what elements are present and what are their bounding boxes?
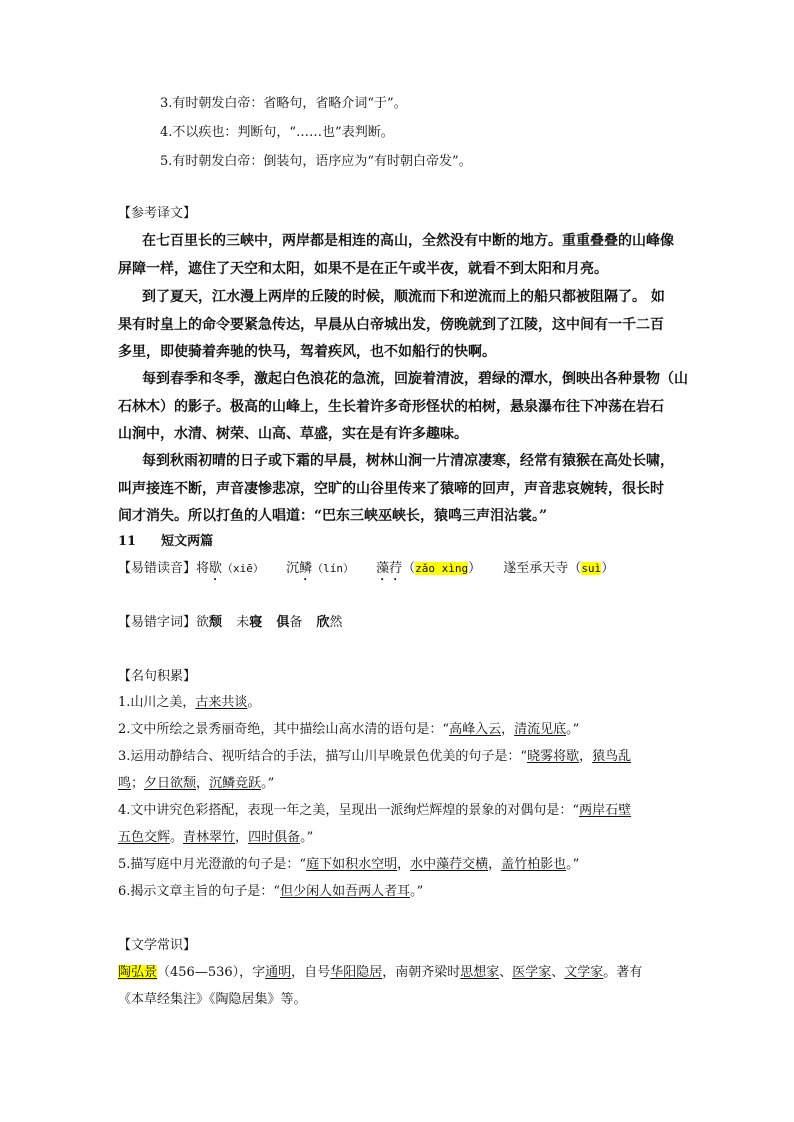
words-label: 【易错字词】 [118, 615, 197, 630]
quote-5: 5.描写庭中月光澄澈的句子是：“庭下如积水空明，水中藻荇交横，盖竹柏影也。” [118, 857, 580, 872]
pron-char: 歇 [209, 561, 223, 576]
note-5: 5.有时朝发白帝：倒装句，语序应为“有时朝白帝发”。 [160, 154, 472, 169]
quote-1: 1.山川之美，古来共谈。 [118, 695, 261, 710]
translation-line: 到了夏天，江水漫上两岸的丘陵的时候，顺流而下和逆流而上的船只都被阻隔了。 如 [142, 289, 665, 305]
translation-line: 间才消失。所以打鱼的人唱道：“巴东三峡巫峡长，猿鸣三声泪沾裳。” [118, 508, 548, 524]
quote-4-cont: 五色交辉。青林翠竹，四时俱备。” [118, 830, 314, 845]
translation-heading: 【参考译文】 [118, 206, 197, 221]
literature-heading: 【文学常识】 [118, 938, 197, 953]
note-4: 4.不以疾也：判断句，“……也”表判断。 [160, 125, 394, 140]
translation-line: 山涧中，水清、树荣、山高、草盛，实在是有许多趣味。 [118, 426, 468, 442]
quote-4: 4.文中讲究色彩搭配，表现一年之美，呈现出一派绚烂辉煌的景象的对偶句是：“两岸石壁 [118, 803, 632, 818]
highlighted-pinyin: zǎo xìng [415, 562, 469, 575]
translation-line: 多里，即使骑着奔驰的快马，驾着疾风，也不如船行的快啊。 [118, 344, 496, 360]
translation-line: 屏障一样，遮住了天空和太阳，如果不是在正午或半夜，就看不到太阳和月亮。 [118, 261, 608, 277]
pron-char: 荇 [389, 561, 403, 576]
pronunciation-row: 【易错读音】将歇（xiē） 沉鳞（lín） 藻荇（zǎo xìng） 遂至承天寺（suì） [118, 561, 615, 576]
translation-line: 果有时皇上的命令要紧急传达，早晨从白帝城出发，傍晚就到了江陵，这中间有一千二百 [118, 317, 664, 333]
famous-heading: 【名句积累】 [118, 669, 197, 684]
pronunciation-label: 【易错读音】 [118, 561, 197, 576]
translation-line: 每到秋雨初晴的日子或下霜的早晨，树林山涧一片清凉凄寒，经常有猿猴在高处长啸， [142, 453, 674, 469]
pron-char: 藻 [376, 561, 390, 576]
words-row: 【易错字词】欲颓 未寝 俱备 欣然 [118, 615, 343, 630]
quote-3-cont: 鸣；夕日欲颓，沉鳞竞跃。” [118, 776, 275, 791]
section-title [118, 533, 213, 551]
literature-line-1: 陶弘景（456—536），字通明，自号华阳隐居，南朝齐梁时思想家、医学家、文学家。著有 [118, 965, 643, 980]
translation-line: 石林木）的影子。极高的山峰上，生长着许多奇形怪状的柏树，悬泉瀑布往下冲荡在岩石 [118, 399, 664, 415]
pron-char: 鳞 [299, 561, 313, 576]
translation-line: 在七百里长的三峡中，两岸都是相连的高山，全然没有中断的地方。重重叠叠的山峰像 [142, 233, 674, 249]
quote-2: 2.文中所绘之景秀丽奇绝，其中描绘山高水清的语句是：“高峰入云，清流见底。” [118, 722, 580, 737]
quote-3: 3.运用动静结合、视听结合的手法，描写山川早晚景色优美的句子是：“晓雾将歇，猿鸟乱 [118, 749, 632, 764]
author-name: 陶弘景 [118, 965, 158, 980]
translation-line: 每到春季和冬季，激起白色浪花的急流，回旋着清波，碧绿的潭水，倒映出各种景物（山 [142, 371, 688, 387]
section-number: 11 [118, 534, 137, 549]
highlighted-pinyin: suì [581, 562, 602, 575]
literature-line-2: 《本草经集注》《陶隐居集》等。 [118, 992, 307, 1007]
quote-6: 6.揭示文章主旨的句子是：“但少闲人如吾两人者耳。” [118, 884, 424, 899]
translation-line: 叫声接连不断，声音凄惨悲凉，空旷的山谷里传来了猿啼的回声，声音悲哀婉转，很长时 [118, 481, 664, 497]
section-title-text: 短文两篇 [161, 534, 214, 549]
note-3: 3.有时朝发白帝：省略句，省略介词“于”。 [160, 96, 407, 111]
